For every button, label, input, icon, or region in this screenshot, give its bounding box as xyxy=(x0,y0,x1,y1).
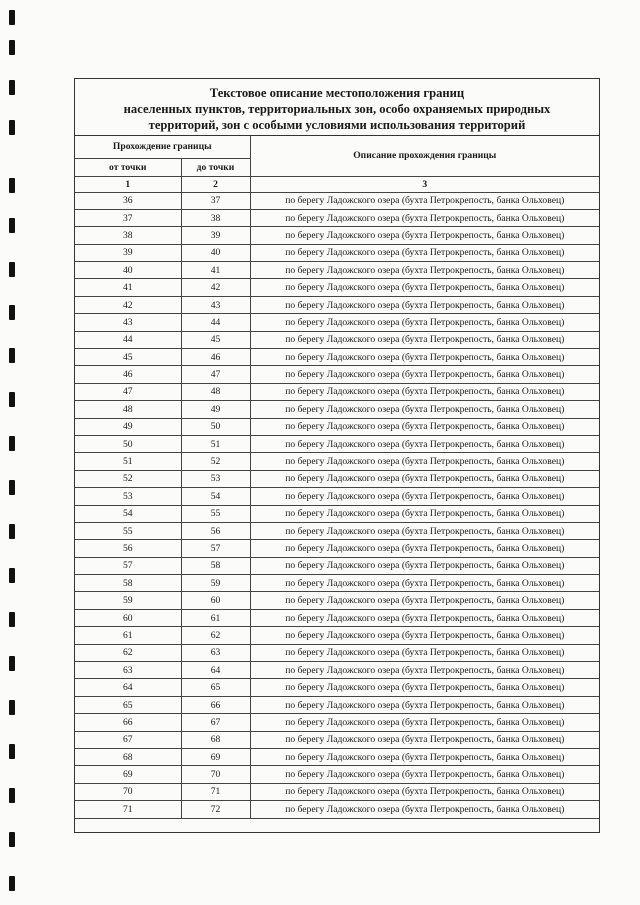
table-row xyxy=(75,731,599,748)
to-point-cell: 60 xyxy=(181,592,250,609)
table-row xyxy=(75,314,599,331)
title-line-2: населенных пунктов, территориальных зон, особо охраняемых природных xyxy=(123,102,551,116)
from-point-cell: 49 xyxy=(75,418,181,435)
description-cell: по берегу Ладожского озера (бухта Петрокрепость, банка Ольховец) xyxy=(250,209,599,226)
table-row xyxy=(75,644,599,661)
description-cell: по берегу Ладожского озера (бухта Петрокрепость, банка Ольховец) xyxy=(250,435,599,452)
column-number-2: 2 xyxy=(181,176,250,192)
from-point-cell: 50 xyxy=(75,435,181,452)
binder-mark xyxy=(9,700,15,715)
boundary-table xyxy=(75,136,599,819)
table-row xyxy=(75,696,599,713)
binder-mark xyxy=(9,262,15,277)
table-row xyxy=(75,783,599,800)
table-row xyxy=(75,366,599,383)
to-point-cell: 42 xyxy=(181,279,250,296)
table-row xyxy=(75,418,599,435)
description-cell: по берегу Ладожского озера (бухта Петрокрепость, банка Ольховец) xyxy=(250,366,599,383)
to-point-cell: 37 xyxy=(181,192,250,209)
from-point-cell: 57 xyxy=(75,557,181,574)
binder-mark xyxy=(9,218,15,233)
from-point-cell: 54 xyxy=(75,505,181,522)
from-point-cell: 45 xyxy=(75,349,181,366)
from-point-cell: 39 xyxy=(75,244,181,261)
table-row xyxy=(75,453,599,470)
from-point-cell: 48 xyxy=(75,401,181,418)
description-cell: по берегу Ладожского озера (бухта Петрокрепость, банка Ольховец) xyxy=(250,783,599,800)
binder-mark xyxy=(9,392,15,407)
from-point-cell: 53 xyxy=(75,488,181,505)
description-cell: по берегу Ладожского озера (бухта Петрокрепость, банка Ольховец) xyxy=(250,453,599,470)
description-cell: по берегу Ладожского озера (бухта Петрокрепость, банка Ольховец) xyxy=(250,418,599,435)
table-row xyxy=(75,522,599,539)
title-line-1: Текстовое описание местоположения границ xyxy=(209,86,465,100)
table-row xyxy=(75,262,599,279)
to-point-cell: 71 xyxy=(181,783,250,800)
description-cell: по берегу Ладожского озера (бухта Петрокрепость, банка Ольховец) xyxy=(250,696,599,713)
to-point-cell: 56 xyxy=(181,522,250,539)
to-point-cell: 46 xyxy=(181,349,250,366)
description-cell: по берегу Ладожского озера (бухта Петрокрепость, банка Ольховец) xyxy=(250,575,599,592)
to-point-cell: 50 xyxy=(181,418,250,435)
description-cell: по берегу Ладожского озера (бухта Петрокрепость, банка Ольховец) xyxy=(250,731,599,748)
from-point-cell: 52 xyxy=(75,470,181,487)
to-point-cell: 51 xyxy=(181,435,250,452)
to-point-cell: 55 xyxy=(181,505,250,522)
table-row xyxy=(75,383,599,400)
to-point-cell: 38 xyxy=(181,209,250,226)
to-point-cell: 61 xyxy=(181,609,250,626)
description-cell: по берегу Ладожского озера (бухта Петрокрепость, банка Ольховец) xyxy=(250,609,599,626)
description-cell: по берегу Ладожского озера (бухта Петрокрепость, банка Ольховец) xyxy=(250,192,599,209)
description-cell: по берегу Ладожского озера (бухта Петрокрепость, банка Ольховец) xyxy=(250,801,599,818)
description-cell: по берегу Ладожского озера (бухта Петрокрепость, банка Ольховец) xyxy=(250,714,599,731)
from-point-cell: 51 xyxy=(75,453,181,470)
description-cell: по берегу Ладожского озера (бухта Петрокрепость, банка Ольховец) xyxy=(250,679,599,696)
table-row xyxy=(75,766,599,783)
description-cell: по берегу Ладожского озера (бухта Петрокрепость, банка Ольховец) xyxy=(250,470,599,487)
table-row xyxy=(75,296,599,313)
binder-mark xyxy=(9,612,15,627)
table-row xyxy=(75,227,599,244)
table-row xyxy=(75,557,599,574)
from-point-cell: 70 xyxy=(75,783,181,800)
table-row xyxy=(75,244,599,261)
binder-mark xyxy=(9,10,15,25)
from-point-cell: 62 xyxy=(75,644,181,661)
to-point-cell: 45 xyxy=(181,331,250,348)
document-frame xyxy=(74,78,600,833)
binder-mark xyxy=(9,524,15,539)
description-cell: по берегу Ладожского озера (бухта Петрокрепость, банка Ольховец) xyxy=(250,627,599,644)
to-point-cell: 66 xyxy=(181,696,250,713)
table-row xyxy=(75,331,599,348)
to-point-cell: 52 xyxy=(181,453,250,470)
table-row xyxy=(75,749,599,766)
description-cell: по берегу Ладожского озера (бухта Петрокрепость, банка Ольховец) xyxy=(250,331,599,348)
table-row xyxy=(75,662,599,679)
to-point-cell: 53 xyxy=(181,470,250,487)
header-boundary-passage: Прохождение границы xyxy=(75,136,250,158)
description-cell: по берегу Ладожского озера (бухта Петрокрепость, банка Ольховец) xyxy=(250,296,599,313)
to-point-cell: 49 xyxy=(181,401,250,418)
description-cell: по берегу Ладожского озера (бухта Петрокрепость, банка Ольховец) xyxy=(250,522,599,539)
from-point-cell: 60 xyxy=(75,609,181,626)
to-point-cell: 59 xyxy=(181,575,250,592)
from-point-cell: 42 xyxy=(75,296,181,313)
table-row xyxy=(75,505,599,522)
table-row xyxy=(75,575,599,592)
header-to-point: до точки xyxy=(181,158,250,176)
description-cell: по берегу Ладожского озера (бухта Петрокрепость, банка Ольховец) xyxy=(250,488,599,505)
to-point-cell: 48 xyxy=(181,383,250,400)
table-row xyxy=(75,435,599,452)
from-point-cell: 69 xyxy=(75,766,181,783)
to-point-cell: 68 xyxy=(181,731,250,748)
description-cell: по берегу Ладожского озера (бухта Петрокрепость, банка Ольховец) xyxy=(250,662,599,679)
from-point-cell: 36 xyxy=(75,192,181,209)
to-point-cell: 41 xyxy=(181,262,250,279)
from-point-cell: 68 xyxy=(75,749,181,766)
from-point-cell: 41 xyxy=(75,279,181,296)
description-cell: по берегу Ладожского озера (бухта Петрокрепость, банка Ольховец) xyxy=(250,279,599,296)
table-body xyxy=(75,192,599,818)
binder-mark xyxy=(9,568,15,583)
from-point-cell: 40 xyxy=(75,262,181,279)
binder-mark xyxy=(9,656,15,671)
table-row xyxy=(75,192,599,209)
binder-mark xyxy=(9,120,15,135)
description-cell: по берегу Ладожского озера (бухта Петрокрепость, банка Ольховец) xyxy=(250,644,599,661)
table-row xyxy=(75,679,599,696)
from-point-cell: 37 xyxy=(75,209,181,226)
from-point-cell: 58 xyxy=(75,575,181,592)
description-cell: по берегу Ладожского озера (бухта Петрокрепость, банка Ольховец) xyxy=(250,766,599,783)
table-row xyxy=(75,470,599,487)
from-point-cell: 38 xyxy=(75,227,181,244)
column-number-3: 3 xyxy=(250,176,599,192)
from-point-cell: 63 xyxy=(75,662,181,679)
to-point-cell: 69 xyxy=(181,749,250,766)
table-row xyxy=(75,609,599,626)
table-row xyxy=(75,540,599,557)
description-cell: по берегу Ладожского озера (бухта Петрокрепость, банка Ольховец) xyxy=(250,244,599,261)
binder-hole-marks xyxy=(9,0,17,905)
from-point-cell: 56 xyxy=(75,540,181,557)
to-point-cell: 43 xyxy=(181,296,250,313)
description-cell: по берегу Ладожского озера (бухта Петрокрепость, банка Ольховец) xyxy=(250,383,599,400)
description-cell: по берегу Ладожского озера (бухта Петрокрепость, банка Ольховец) xyxy=(250,314,599,331)
header-from-point: от точки xyxy=(75,158,181,176)
description-cell: по берегу Ладожского озера (бухта Петрокрепость, банка Ольховец) xyxy=(250,540,599,557)
description-cell: по берегу Ладожского озера (бухта Петрокрепость, банка Ольховец) xyxy=(250,262,599,279)
description-cell: по берегу Ладожского озера (бухта Петрокрепость, банка Ольховец) xyxy=(250,349,599,366)
document-title xyxy=(75,79,599,136)
from-point-cell: 67 xyxy=(75,731,181,748)
from-point-cell: 46 xyxy=(75,366,181,383)
to-point-cell: 65 xyxy=(181,679,250,696)
from-point-cell: 44 xyxy=(75,331,181,348)
table-row xyxy=(75,488,599,505)
from-point-cell: 61 xyxy=(75,627,181,644)
to-point-cell: 44 xyxy=(181,314,250,331)
to-point-cell: 62 xyxy=(181,627,250,644)
table-row xyxy=(75,401,599,418)
column-number-1: 1 xyxy=(75,176,181,192)
to-point-cell: 70 xyxy=(181,766,250,783)
from-point-cell: 43 xyxy=(75,314,181,331)
to-point-cell: 72 xyxy=(181,801,250,818)
to-point-cell: 54 xyxy=(181,488,250,505)
from-point-cell: 59 xyxy=(75,592,181,609)
header-boundary-description: Описание прохождения границы xyxy=(250,136,599,176)
from-point-cell: 55 xyxy=(75,522,181,539)
binder-mark xyxy=(9,436,15,451)
from-point-cell: 65 xyxy=(75,696,181,713)
from-point-cell: 64 xyxy=(75,679,181,696)
description-cell: по берегу Ладожского озера (бухта Петрокрепость, банка Ольховец) xyxy=(250,557,599,574)
binder-mark xyxy=(9,80,15,95)
table-row xyxy=(75,801,599,818)
title-line-3: территорий, зон с особыми условиями использования территорий xyxy=(148,118,526,132)
description-cell: по берегу Ладожского озера (бухта Петрокрепость, банка Ольховец) xyxy=(250,592,599,609)
table-row xyxy=(75,349,599,366)
binder-mark xyxy=(9,305,15,320)
binder-mark xyxy=(9,348,15,363)
description-cell: по берегу Ладожского озера (бухта Петрокрепость, банка Ольховец) xyxy=(250,401,599,418)
to-point-cell: 58 xyxy=(181,557,250,574)
from-point-cell: 71 xyxy=(75,801,181,818)
to-point-cell: 63 xyxy=(181,644,250,661)
description-cell: по берегу Ладожского озера (бухта Петрокрепость, банка Ольховец) xyxy=(250,227,599,244)
table-row xyxy=(75,279,599,296)
binder-mark xyxy=(9,876,15,891)
table-row xyxy=(75,627,599,644)
binder-mark xyxy=(9,744,15,759)
binder-mark xyxy=(9,832,15,847)
binder-mark xyxy=(9,40,15,55)
from-point-cell: 66 xyxy=(75,714,181,731)
table-row xyxy=(75,714,599,731)
to-point-cell: 67 xyxy=(181,714,250,731)
to-point-cell: 40 xyxy=(181,244,250,261)
to-point-cell: 64 xyxy=(181,662,250,679)
binder-mark xyxy=(9,480,15,495)
table-row xyxy=(75,592,599,609)
to-point-cell: 39 xyxy=(181,227,250,244)
binder-mark xyxy=(9,178,15,193)
table-row xyxy=(75,209,599,226)
to-point-cell: 57 xyxy=(181,540,250,557)
binder-mark xyxy=(9,788,15,803)
to-point-cell: 47 xyxy=(181,366,250,383)
from-point-cell: 47 xyxy=(75,383,181,400)
description-cell: по берегу Ладожского озера (бухта Петрокрепость, банка Ольховец) xyxy=(250,749,599,766)
description-cell: по берегу Ладожского озера (бухта Петрокрепость, банка Ольховец) xyxy=(250,505,599,522)
